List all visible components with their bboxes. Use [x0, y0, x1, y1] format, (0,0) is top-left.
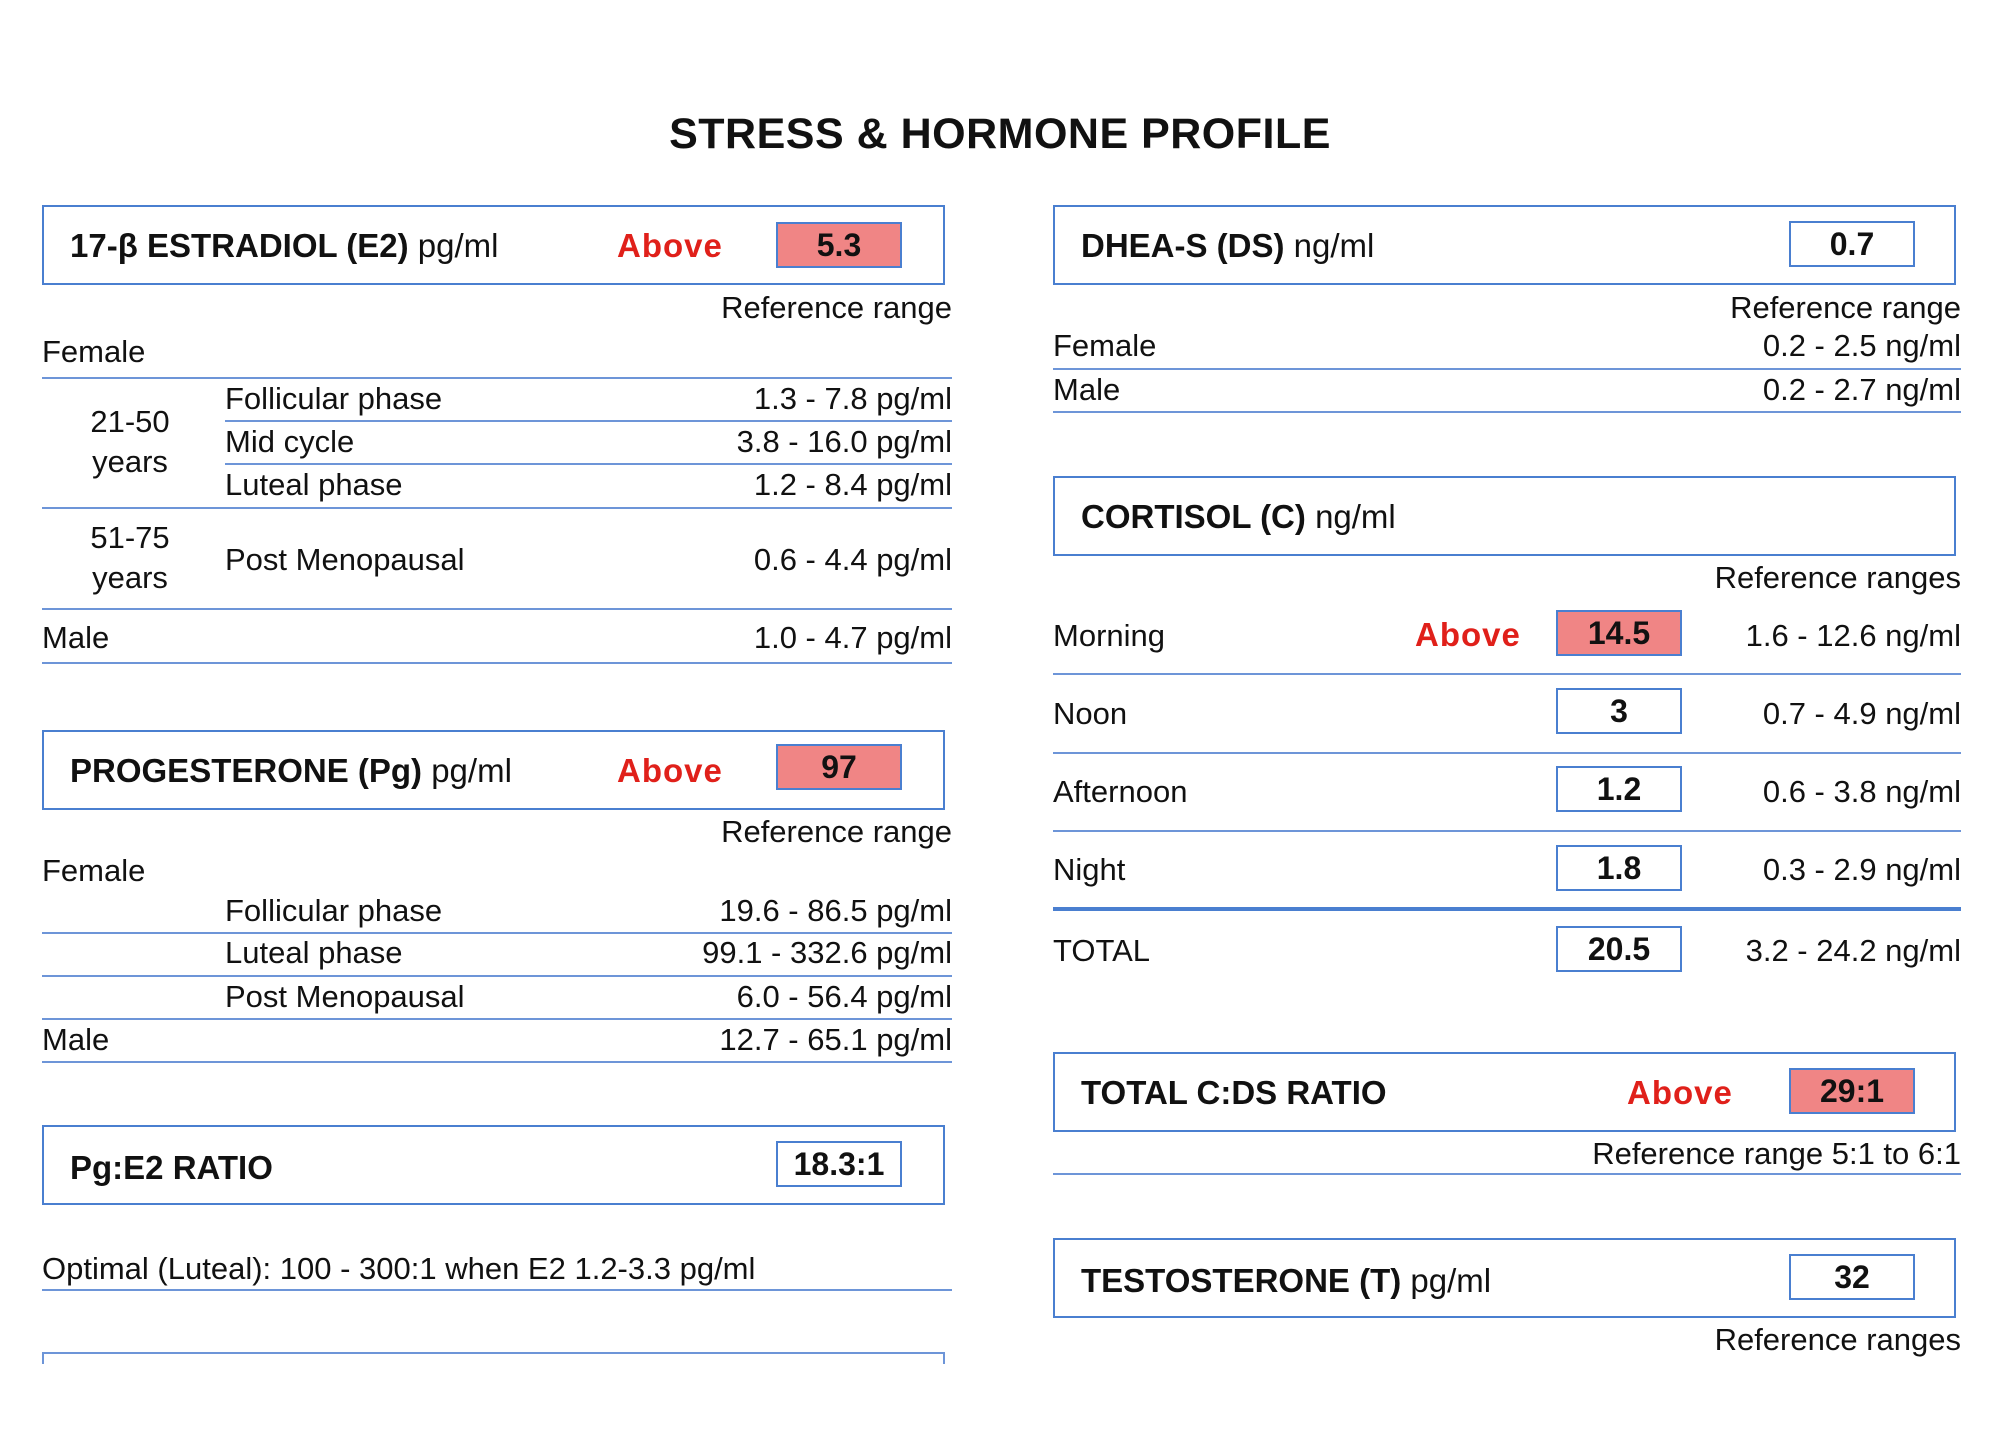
progesterone-rule-3 [42, 1018, 952, 1020]
estradiol-value: 5.3 [776, 222, 902, 268]
cds-flag: Above [1627, 1074, 1733, 1111]
progesterone-luteal-range: 99.1 - 332.6 pg/ml [702, 935, 952, 970]
estradiol-male-label: Male [42, 620, 110, 655]
progesterone-header [42, 730, 945, 810]
cortisol-morning-value: 14.5 [1556, 610, 1682, 656]
progesterone-value: 97 [776, 744, 902, 790]
estradiol-rule-1 [42, 377, 952, 379]
cds-name: TOTAL C:DS RATIO [1081, 1074, 1387, 1111]
cortisol-night-label: Night [1053, 852, 1126, 887]
estradiol-luteal-label: Luteal phase [225, 467, 403, 502]
cortisol-afternoon-value: 1.2 [1556, 766, 1682, 812]
cortisol-night-value: 1.8 [1556, 845, 1682, 891]
progesterone-female-label: Female [42, 853, 146, 888]
cortisol-noon-label: Noon [1053, 696, 1128, 731]
cds-rule [1053, 1173, 1961, 1175]
estradiol-mid-label: Mid cycle [225, 424, 355, 459]
progesterone-ref-header: Reference range [721, 814, 952, 849]
next-section-top-rule [42, 1352, 945, 1354]
next-section-left-edge [42, 1352, 44, 1364]
progesterone-luteal-label: Luteal phase [225, 935, 403, 970]
pg-e2-name: Pg:E2 RATIO [70, 1149, 273, 1186]
estradiol-follicular-label: Follicular phase [225, 381, 443, 416]
estradiol-rule-6 [42, 662, 952, 664]
dheas-male-label: Male [1053, 372, 1121, 407]
estradiol-age-group-2: 51-75 years [90, 520, 170, 595]
pg-e2-rule [42, 1289, 952, 1291]
cortisol-flag: Above [1415, 616, 1521, 653]
cds-header [1053, 1052, 1956, 1132]
estradiol-ref-header: Reference range [721, 290, 952, 325]
estradiol-flag: Above [617, 227, 723, 264]
estradiol-mid-range: 3.8 - 16.0 pg/ml [736, 424, 952, 459]
progesterone-rule-1 [42, 932, 952, 934]
cds-ref: Reference range 5:1 to 6:1 [1592, 1136, 1961, 1171]
cortisol-header [1053, 476, 1956, 556]
cortisol-rule-3 [1053, 830, 1961, 832]
cortisol-afternoon-label: Afternoon [1053, 774, 1188, 809]
progesterone-flag: Above [617, 752, 723, 789]
estradiol-age-group-1: 21-50 years [90, 404, 170, 479]
estradiol-header [42, 205, 945, 285]
dheas-ref-header: Reference range [1730, 290, 1961, 325]
cortisol-unit: ng/ml [1315, 498, 1396, 535]
cortisol-noon-value: 3 [1556, 688, 1682, 734]
progesterone-name: PROGESTERONE (Pg) [70, 752, 423, 789]
testosterone-unit: pg/ml [1410, 1262, 1492, 1299]
progesterone-rule-2 [42, 975, 952, 977]
dheas-female-label: Female [1053, 328, 1157, 363]
estradiol-rule-2 [225, 420, 952, 422]
progesterone-male-label: Male [42, 1022, 110, 1057]
dheas-rule-2 [1053, 411, 1961, 413]
dheas-rule-1 [1053, 368, 1961, 370]
dheas-female-range: 0.2 - 2.5 ng/ml [1762, 328, 1961, 363]
cortisol-morning-label: Morning [1053, 618, 1165, 653]
testosterone-name: TESTOSTERONE (T) [1081, 1262, 1402, 1299]
estradiol-male-range: 1.0 - 4.7 pg/ml [753, 620, 952, 655]
cortisol-name: CORTISOL (C) [1081, 498, 1306, 535]
estradiol-unit: pg/ml [417, 227, 499, 264]
progesterone-rule-4 [42, 1061, 952, 1063]
pg-e2-optimal: Optimal (Luteal): 100 - 300:1 when E2 1.2-3.3 pg/ml [42, 1251, 756, 1286]
dheas-header [1053, 205, 1956, 285]
estradiol-follicular-range: 1.3 - 7.8 pg/ml [753, 381, 952, 416]
next-section-right-edge [943, 1352, 945, 1364]
estradiol-post-label: Post Menopausal [225, 542, 465, 577]
testosterone-header [1053, 1238, 1956, 1318]
pg-e2-value: 18.3:1 [776, 1141, 902, 1187]
cortisol-total-rule [1053, 907, 1961, 911]
progesterone-male-range: 12.7 - 65.1 pg/ml [719, 1022, 952, 1057]
estradiol-rule-4 [42, 507, 952, 509]
cortisol-noon-range: 0.7 - 4.9 ng/ml [1762, 696, 1961, 731]
cortisol-total-range: 3.2 - 24.2 ng/ml [1745, 933, 1961, 968]
cortisol-ref-header: Reference ranges [1714, 560, 1961, 595]
cortisol-rule-1 [1053, 673, 1961, 675]
dheas-unit: ng/ml [1293, 227, 1375, 264]
estradiol-rule-5 [42, 608, 952, 610]
testosterone-ref-header: Reference ranges [1714, 1322, 1961, 1357]
cortisol-total-value: 20.5 [1556, 926, 1682, 972]
cortisol-morning-range: 1.6 - 12.6 ng/ml [1745, 618, 1961, 653]
estradiol-post-range: 0.6 - 4.4 pg/ml [753, 542, 952, 577]
dheas-value: 0.7 [1789, 221, 1915, 267]
estradiol-female-label: Female [42, 334, 146, 369]
dheas-name: DHEA-S (DS) [1081, 227, 1285, 264]
page-title: STRESS & HORMONE PROFILE [669, 110, 1331, 158]
dheas-male-range: 0.2 - 2.7 ng/ml [1762, 372, 1961, 407]
progesterone-post-range: 6.0 - 56.4 pg/ml [736, 979, 952, 1014]
progesterone-post-label: Post Menopausal [225, 979, 465, 1014]
pg-e2-header [42, 1125, 945, 1205]
progesterone-follicular-range: 19.6 - 86.5 pg/ml [719, 893, 952, 928]
cortisol-afternoon-range: 0.6 - 3.8 ng/ml [1762, 774, 1961, 809]
cds-value: 29:1 [1789, 1068, 1915, 1114]
progesterone-unit: pg/ml [431, 752, 512, 789]
testosterone-value: 32 [1789, 1254, 1915, 1300]
estradiol-name: 17-β ESTRADIOL (E2) [70, 227, 409, 264]
cortisol-rule-2 [1053, 752, 1961, 754]
cortisol-total-label: TOTAL [1053, 933, 1151, 968]
estradiol-luteal-range: 1.2 - 8.4 pg/ml [753, 467, 952, 502]
cortisol-night-range: 0.3 - 2.9 ng/ml [1762, 852, 1961, 887]
progesterone-follicular-label: Follicular phase [225, 893, 443, 928]
estradiol-rule-3 [225, 463, 952, 465]
